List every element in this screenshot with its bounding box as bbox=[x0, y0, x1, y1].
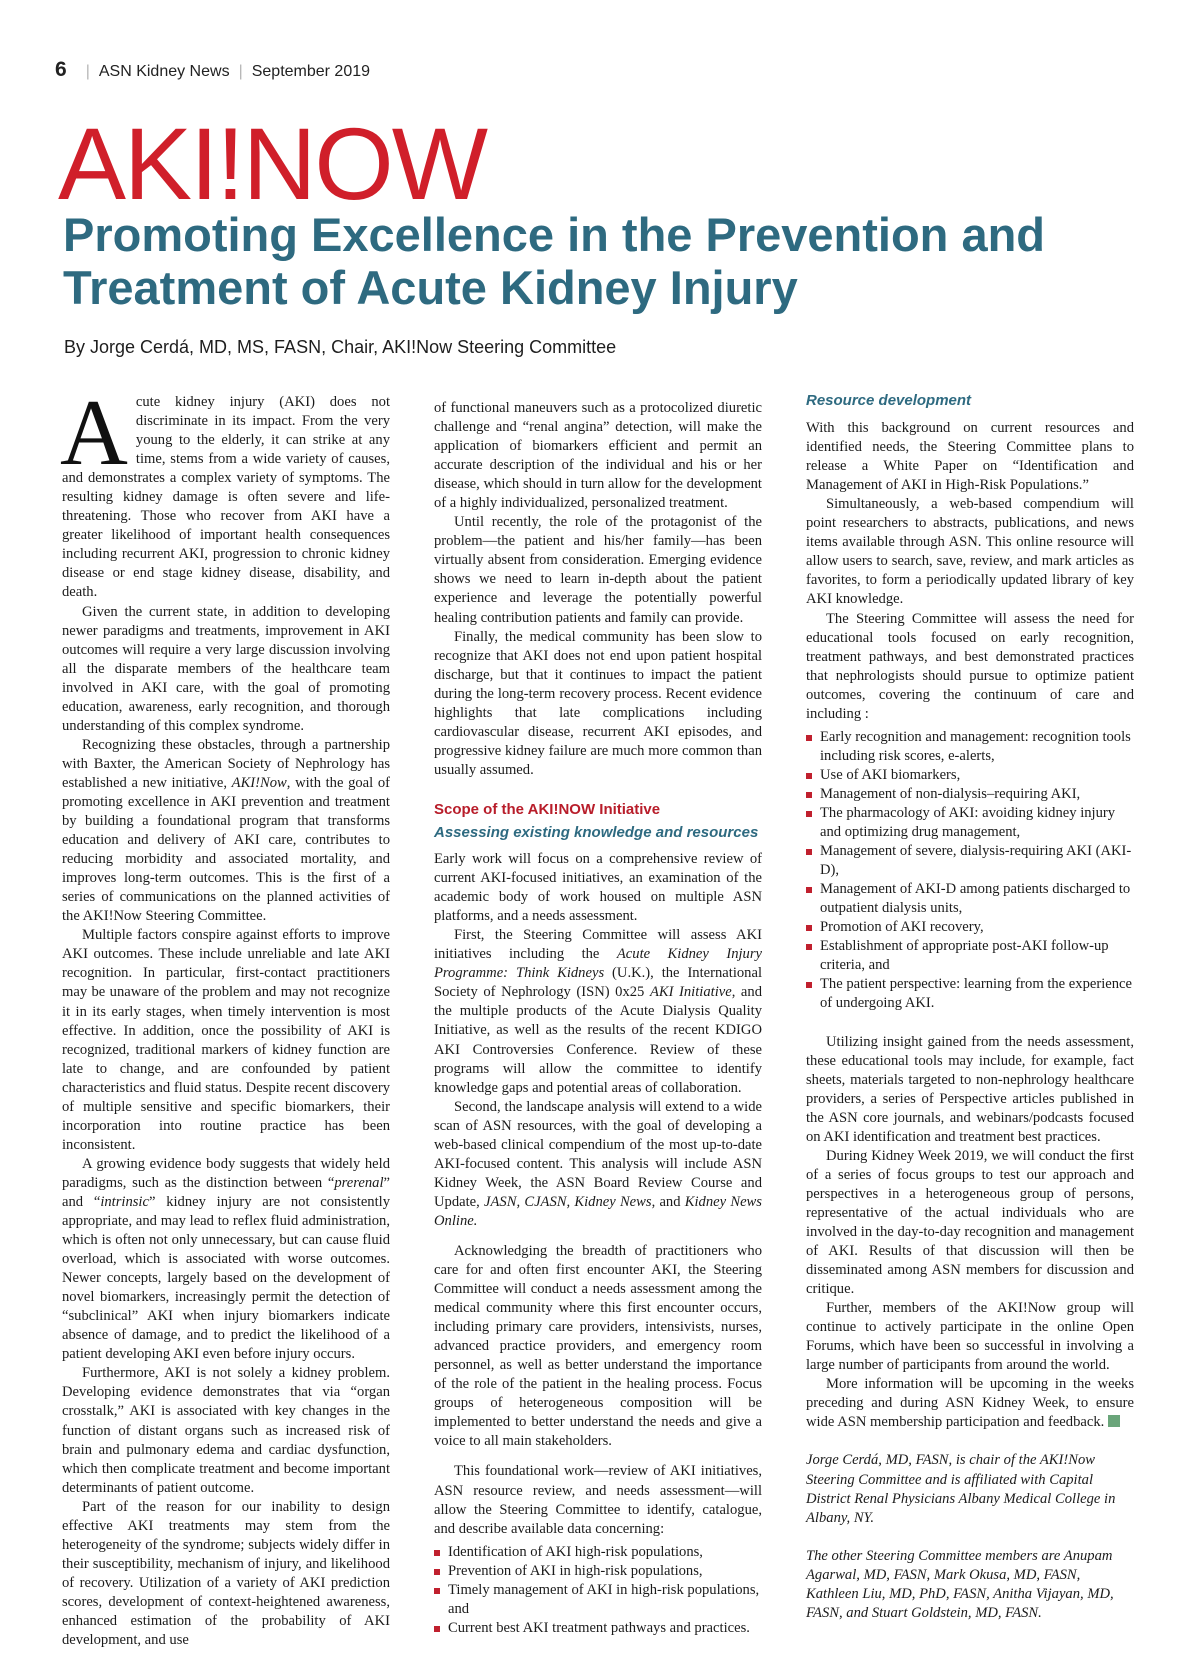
bullet-list bbox=[434, 1543, 762, 1638]
paragraph-text: , and the multiple products of the Acute Dialysis Quality Initiative, as well as the results of the recent KDIGO AKI Controversies Conference. Review of these programs will allow the committee to identify knowledge gaps and potential areas of collaboration. bbox=[434, 984, 762, 1096]
list-item-text: The patient perspective: learning from the experience of undergoing AKI. bbox=[820, 976, 1132, 1012]
list-item bbox=[806, 880, 1134, 918]
paragraph: Given the current state, in addition to developing newer paradigms and treatments, improvement in AKI outcomes will require a very large discussion involving all the disparate members of the healthcare team involved in AKI care, with the goal of promoting education, awareness, early recognition, and thorough understanding of this complex syndrome. bbox=[62, 603, 390, 734]
byline: By Jorge Cerdá, MD, MS, FASN, Chair, AKI!Now Steering Committee bbox=[64, 337, 617, 357]
list-item-text: Prevention of AKI in high-risk populations, bbox=[448, 1562, 703, 1579]
bullet-icon bbox=[434, 1550, 440, 1556]
paragraph: Part of the reason for our inability to design effective AKI treatments may stem from the heterogeneity of the syndrome; subjects widely differ in their susceptibility, mechanism of injury, and likelihood of recovery. Utilization of a variety of AKI prediction scores, development of context-heightened awareness, enhanced estimation of the probability of AKI development, and use bbox=[62, 1498, 390, 1649]
paragraph: Until recently, the role of the protagonist of the problem—the patient and his/her family—has been virtually absent from consideration. Emerging evidence shows we need to learn in-depth about the patient experience and leverage the potentially powerful healing contribution patients and family can provide. bbox=[434, 514, 762, 626]
list-item bbox=[806, 918, 1134, 937]
issue-date: September 2019 bbox=[251, 63, 371, 80]
bullet-list bbox=[806, 728, 1134, 1014]
subheading: Resource development bbox=[806, 392, 972, 409]
paragraph: Furthermore, AKI is not solely a kidney problem. Developing evidence demonstrates that via “organ crosstalk,” AKI is associated with key changes in the function of distant organs such as increased risk of brain and pulmonary edema and cardiac dysfunction, which then complicate treatment and become important determinants of patient outcome. bbox=[62, 1365, 390, 1496]
masthead-title: AKI!NOW bbox=[58, 107, 487, 221]
list-item-text: Establishment of appropriate post-AKI follow-up criteria, and bbox=[820, 938, 1109, 974]
paragraph: With this background on current resources and identified needs, the Steering Committee plans to release a White Paper on “Identification and Management of AKI in High-Risk Populations.” bbox=[806, 420, 1134, 494]
term: prerenal bbox=[334, 1174, 384, 1191]
end-of-article-icon bbox=[1108, 1415, 1120, 1427]
paragraph: Further, members of the AKI!Now group will continue to actively participate in the online Open Forums, which have been so successful in involving a large number of participants from around the world. bbox=[806, 1300, 1134, 1374]
bullet-icon bbox=[434, 1626, 440, 1632]
paragraph bbox=[806, 1375, 1134, 1432]
list-item-text: Management of AKI-D among patients discharged to outpatient dialysis units, bbox=[820, 881, 1131, 917]
paragraph bbox=[62, 736, 390, 926]
paragraph-text: , and bbox=[651, 1193, 681, 1210]
list-item bbox=[434, 1581, 762, 1619]
paragraph: The Steering Committee will assess the need for educational tools focused on early recognition, treatment pathways, and best demonstrated practices that nephrologists should pursue to optimize patient outcomes, covering the continuum of care and including : bbox=[806, 610, 1134, 722]
list-item bbox=[434, 1562, 762, 1581]
initiative-name: AKI!Now bbox=[231, 774, 287, 791]
bullet-icon bbox=[806, 792, 812, 798]
separator: | bbox=[85, 63, 90, 80]
column-3 bbox=[806, 391, 1134, 1623]
section-heading: Scope of the AKI!NOW Initiative bbox=[434, 800, 661, 818]
drop-cap: A bbox=[60, 381, 128, 485]
list-item-text: Current best AKI treatment pathways and practices. bbox=[448, 1619, 750, 1636]
running-head bbox=[55, 58, 370, 82]
list-item-text: Management of non-dialysis–requiring AKI, bbox=[820, 785, 1081, 802]
bullet-icon bbox=[806, 982, 812, 988]
bullet-icon bbox=[806, 849, 812, 855]
list-item bbox=[806, 785, 1134, 804]
paragraph-text: A growing evidence body suggests that widely held paradigms, such as the distinction between “ bbox=[62, 1155, 390, 1191]
paragraph: Simultaneously, a web-based compendium will point researchers to abstracts, publications, and news items available through ASN. This online resource will allow users to search, save, review, and mark articles as favorites, to form a periodically updated library of key AKI knowledge. bbox=[806, 496, 1134, 608]
paragraph bbox=[62, 1155, 390, 1365]
article-headline: Promoting Excellence in the Prevention and Treatment of Acute Kidney Injury bbox=[63, 208, 1045, 314]
list-item-text: Use of AKI biomarkers, bbox=[820, 766, 961, 783]
paragraph-text: (U.K.), the International Society of Nephrology (ISN) 0x25 bbox=[434, 965, 762, 1001]
list-item bbox=[806, 728, 1134, 766]
list-item bbox=[806, 975, 1134, 1013]
paragraph: Early work will focus on a comprehensive review of current AKI-focused initiatives, an examination of the academic body of work housed on multiple ASN platforms, and a needs assessment. bbox=[434, 851, 762, 925]
subheading: Assessing existing knowledge and resources bbox=[434, 823, 759, 841]
paragraph: Multiple factors conspire against efforts to improve AKI outcomes. These include unreliable and late AKI recognition. In particular, first-contact practitioners may be unaware of the problem and may not recognize it in its early stages, when timely intervention is most effective. In addition, once the possibility of AKI is recognized, traditional markers of kidney function are late to change, and are confounded by patient characteristics and fluid status. Despite recent discovery of multiple sensitive and specific biomarkers, their incorporation into routine practice has been inconsistent. bbox=[62, 927, 390, 1153]
list-item bbox=[806, 766, 1134, 785]
column-1 bbox=[60, 381, 390, 1650]
column-2 bbox=[434, 399, 762, 1638]
committee-members-note: The other Steering Committee members are Anupam Agarwal, MD, FASN, Mark Okusa, MD, FASN, Kathleen Liu, MD, PhD, FASN, Anitha Vijayan, MD, FASN, and Stuart Goldstein, MD, FASN. bbox=[806, 1547, 1114, 1621]
list-item-text: Identification of AKI high-risk populations, bbox=[448, 1543, 703, 1560]
paragraph bbox=[60, 381, 390, 603]
bullet-icon bbox=[806, 773, 812, 779]
journal-names: Kidney News Online. bbox=[434, 1193, 762, 1229]
list-item-text: Promotion of AKI recovery, bbox=[820, 919, 984, 936]
paragraph-text: Second, the landscape analysis will extend to a wide scan of ASN resources, with the goal of developing a web-based clinical compendium of the most up-to-date AKI-focused content. This analysis will include ASN Kidney Week, the ASN Board Review Course and Update, bbox=[434, 1098, 762, 1210]
list-item-text: Timely management of AKI in high-risk populations, and bbox=[448, 1581, 760, 1617]
list-item bbox=[434, 1543, 762, 1562]
paragraph bbox=[434, 1098, 762, 1231]
paragraph bbox=[434, 926, 762, 1097]
list-item bbox=[434, 1619, 762, 1638]
paragraph-text: cute kidney injury (AKI) does not discriminate in its impact. From the very young to the elderly, it can strike at any time, stems from a wide variety of causes, and demonstrates a complex variety of symptoms. The resulting kidney damage is often severe and life-threatening. Those who recover from AKI have a greater likelihood of important health consequences including recurrent AKI, progression to chronic kidney disease or end stage kidney disease, disability, and death. bbox=[62, 394, 390, 601]
bullet-icon bbox=[806, 887, 812, 893]
bullet-icon bbox=[434, 1569, 440, 1575]
program-name: Acute Kidney Injury Programme: Think Kidneys bbox=[434, 946, 762, 982]
term: intrinsic bbox=[100, 1193, 149, 1210]
paragraph: During Kidney Week 2019, we will conduct the first of a series of focus groups to test our approach and perspectives in a heterogeneous group of persons, representative of the actual individuals who are involved in the day-to-day recognition and management of AKI. Results of that discussion will then be disseminated among ASN members for discussion and critique. bbox=[806, 1147, 1134, 1298]
paragraph-text: First, the Steering Committee will assess AKI initiatives including the bbox=[434, 927, 762, 963]
paragraph-text: Recognizing these obstacles, through a partnership with Baxter, the American Society of Nephrology has established a new initiative, bbox=[62, 736, 390, 791]
bullet-icon bbox=[806, 735, 812, 741]
list-item bbox=[806, 937, 1134, 975]
paragraph-text: More information will be upcoming in the weeks preceding and during ASN Kidney Week, to ensure wide ASN membership participation and feedback. bbox=[806, 1376, 1134, 1431]
journal-names: JASN, CJASN, Kidney News bbox=[484, 1193, 652, 1210]
bullet-icon bbox=[806, 811, 812, 817]
list-item-text: Early recognition and management: recognition tools including risk scores, e-alerts, bbox=[820, 728, 1131, 764]
paragraph-text: , with the goal of promoting excellence in AKI prevention and treatment by building a foundational program that transforms education and delivery of AKI care, contributes to reducing morbidity and associated mortality, and improves long-term outcomes. This is the first of a series of communications on the planned activities of the AKI!Now Steering Committee. bbox=[62, 774, 390, 925]
bullet-icon bbox=[806, 925, 812, 931]
list-item bbox=[806, 804, 1134, 842]
paragraph-text: ” and “ bbox=[62, 1174, 390, 1210]
list-item-text: Management of severe, dialysis-requiring AKI (AKI-D), bbox=[820, 843, 1132, 879]
paragraph: of functional maneuvers such as a protocolized diuretic challenge and “renal angina” detection, will make the application of biomarkers efficient and permit an accurate description of the individual and his or her disease, which should in turn allow for the development of a highly individualized, personalized treatment. bbox=[434, 400, 762, 512]
list-item bbox=[806, 842, 1134, 880]
publication-name: ASN Kidney News bbox=[98, 63, 230, 80]
paragraph: This foundational work—review of AKI initiatives, ASN resource review, and needs assessment—will allow the Steering Committee to identify, catalogue, and describe available data concerning: bbox=[434, 1463, 762, 1537]
paragraph: Finally, the medical community has been slow to recognize that AKI does not end upon patient hospital discharge, but that it continues to impact the patient during the long-term recovery process. Recent evidence highlights that late complications including cardiovascular disease, recurrent AKI episodes, and progressive kidney failure are much more common than usually assumed. bbox=[434, 628, 762, 778]
list-item-text: The pharmacology of AKI: avoiding kidney injury and optimizing drug management, bbox=[820, 804, 1116, 841]
paragraph: Utilizing insight gained from the needs assessment, these educational tools may include, for example, fact sheets, materials targeted to non-nephrology healthcare providers, a series of Perspective articles published in the ASN core journals, and webinars/podcasts focused on AKI identification and treatment best practices. bbox=[806, 1033, 1134, 1145]
separator: | bbox=[238, 63, 243, 80]
bullet-icon bbox=[434, 1588, 440, 1594]
paragraph-text: ” kidney injury are not consistently appropriate, and may lead to reflex fluid administration, which is often not only unnecessary, but can cause fluid overload, which is associated with worse outcomes. Newer concepts, largely based on the development of novel biomarkers, increasingly permit the detection of “subclinical” AKI when injury biomarkers indicate absence of damage, and to predict the likelihood of a patient developing AKI even before injury occurs. bbox=[62, 1193, 390, 1363]
paragraph: Acknowledging the breadth of practitioners who care for and often first encounter AKI, the Steering Committee will conduct a needs assessment among the medical community where this first encounter occurs, including primary care providers, intensivists, nurses, advanced practice providers, and emergency room personnel, as well as better understand the importance of the role of the patient in the healing process. Focus groups of heterogeneous composition will be implemented to better understand the needs and give a voice to all main stakeholders. bbox=[434, 1242, 762, 1450]
program-name: AKI Initiative bbox=[649, 984, 732, 1001]
page-number: 6 bbox=[55, 58, 67, 81]
author-note: Jorge Cerdá, MD, FASN, is chair of the AKI!Now Steering Committee and is affiliated with Capital District Renal Physicians Albany Medical College in Albany, NY. bbox=[806, 1452, 1116, 1526]
bullet-icon bbox=[806, 944, 812, 950]
